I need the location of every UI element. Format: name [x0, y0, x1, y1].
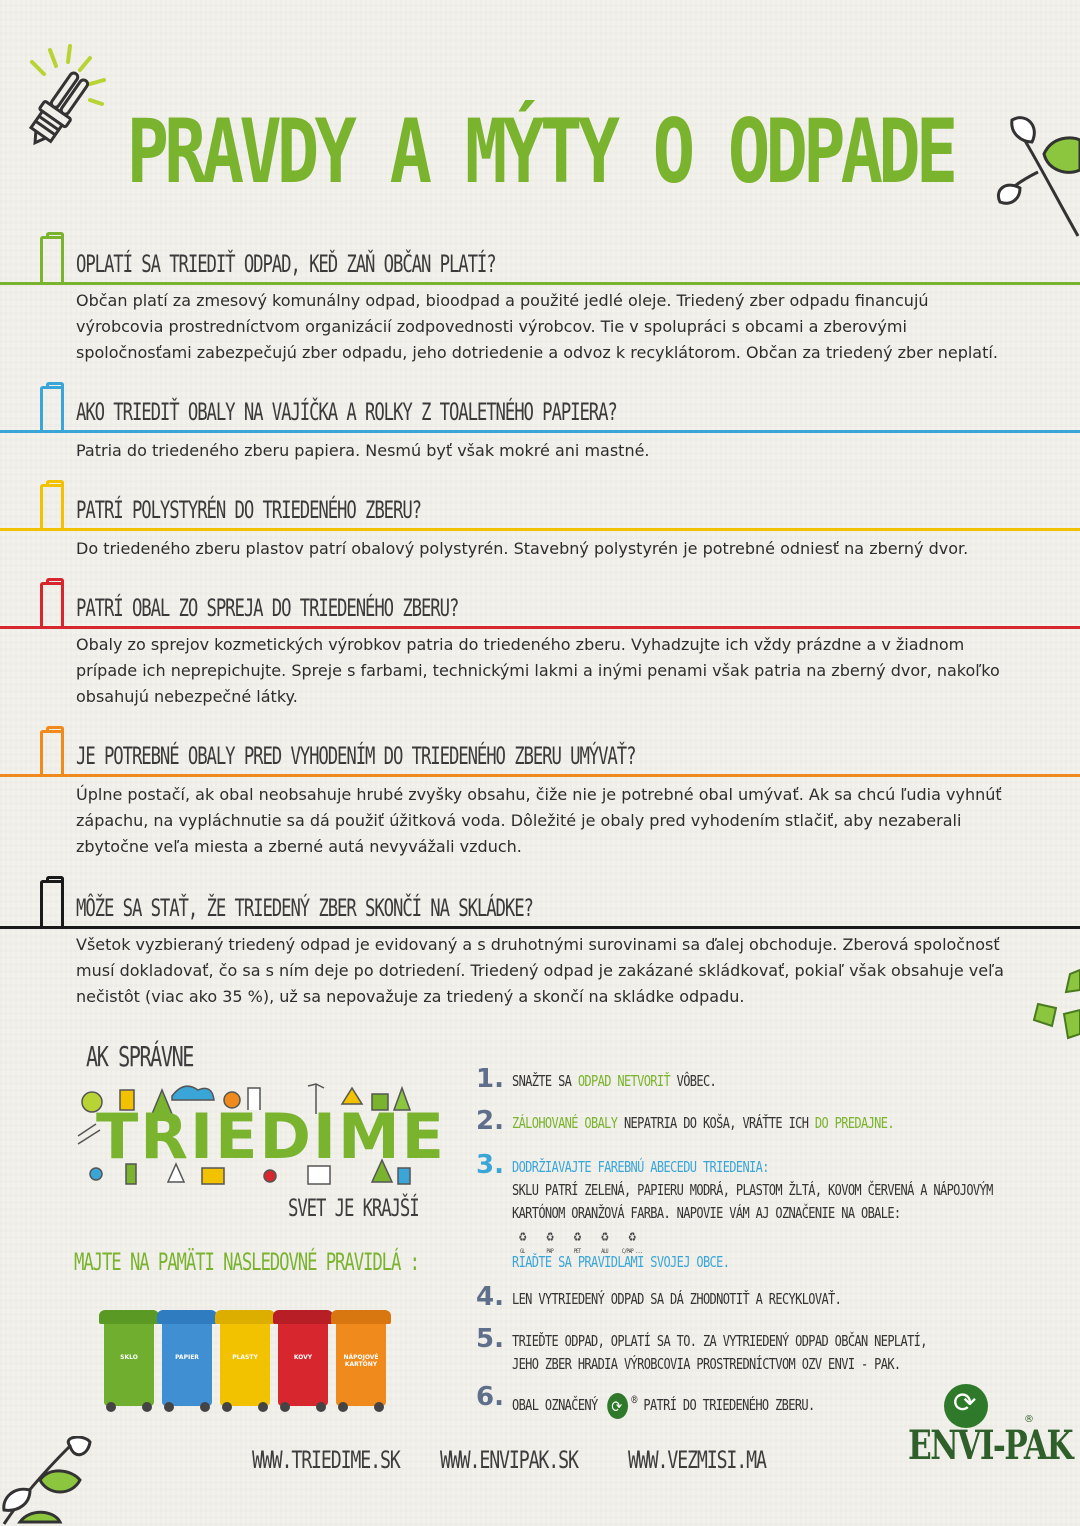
- section-tab-red: [40, 582, 64, 628]
- bin-body: [104, 1324, 154, 1406]
- recycle-code: GL: [520, 1248, 525, 1255]
- link-envipak[interactable]: WWW.ENVIPAK.SK: [440, 1446, 578, 1474]
- lightbulb-icon: [6, 40, 110, 164]
- page-title: PRAVDY A MÝTY O ODPADE: [126, 100, 954, 203]
- recycle-code: PET: [573, 1248, 581, 1255]
- recycle-code: ALU: [601, 1248, 608, 1255]
- section-heading: PATRÍ OBAL ZO SPREJA DO TRIEDENÉHO ZBERU?: [76, 594, 459, 622]
- registered-mark: ®: [631, 1392, 637, 1407]
- rule-text: [512, 1388, 815, 1419]
- bin-wheel: [280, 1402, 290, 1412]
- envipak-logo: [906, 1380, 1073, 1480]
- recycle-code: PAP: [546, 1248, 554, 1255]
- majte-na-pamati-label: MAJTE NA PAMÄTI NASLEDOVNÉ PRAVIDLÁ :: [74, 1248, 419, 1276]
- rule-line: JEHO ZBER HRADIA VÝROBCOVIA PROSTREDNÍCTVOM OZV ENVI - PAK.: [512, 1355, 901, 1373]
- section-tab-blue: [40, 386, 64, 432]
- section-body: Patria do triedeného zberu papiera. Nesmú byť však mokré ani mastné.: [76, 441, 650, 460]
- section-body: Úplne postačí, ak obal neobsahuje hrubé zvyšky obsahu, čiže nie je potrebné obal umývať. Ak sa chcú ľudia vyhnúť zápachu, na vypláchnutie sa dá použiť úžitková voda. Dôležité je obaly pred vyhodením stlačiť, aby nezaberali zbytočne veľa miesta a zberné autá nevyvážali vzduch.: [76, 785, 1002, 856]
- section-body: Občan platí za zmesový komunálny odpad, bioodpad a použité jedlé oleje. Triedený zber odpadu financujú výrobcovia prostredníctvom organizácií zodpovednosti výrobcov. Tie v spolupráci s obcami a zberovými spoločnosťami zabezpečujú zber odpadu, jeho dotriedenie a odvoz k recyklátorom. Občan za triedený zber neplatí.: [76, 291, 998, 362]
- recycle-icon: ♻: [546, 1226, 554, 1245]
- section-heading: MÔŽE SA STAŤ, ŽE TRIEDENÝ ZBER SKONČÍ NA SKLÁDKE?: [76, 894, 533, 922]
- rule-text-highlight: DO PREDAJNE.: [814, 1114, 894, 1132]
- section-heading: OPLATÍ SA TRIEDIŤ ODPAD, KEĎ ZAŇ OBČAN PLATÍ?: [76, 250, 496, 278]
- bin-body: [162, 1324, 212, 1406]
- rule-text-part: VÔBEC.: [670, 1072, 717, 1090]
- recycle-icon: ♻: [573, 1226, 581, 1245]
- rule-number: 1.: [476, 1064, 504, 1094]
- bin-wheel: [374, 1402, 384, 1412]
- rule-text: [512, 1330, 927, 1376]
- section-vajicka-rolky: [0, 386, 1080, 466]
- rule-text: [512, 1070, 716, 1093]
- section-line-yellow: [0, 528, 1080, 531]
- green-dot-icon: [607, 1393, 628, 1419]
- bin-body: [220, 1324, 270, 1406]
- ak-spravne-label: AK SPRÁVNE: [86, 1040, 193, 1073]
- rule-number: 3.: [476, 1150, 504, 1180]
- green-dot-arrows: ⟳: [611, 1396, 622, 1416]
- rule-text: LEN VYTRIEDENÝ ODPAD SA DÁ ZHODNOTIŤ A RECYKLOVAŤ.: [512, 1290, 842, 1308]
- section-spreje: [0, 582, 1080, 712]
- bin-wheel: [142, 1402, 152, 1412]
- bin-wheel: [222, 1402, 232, 1412]
- leaf-branch-icon: [0, 1436, 100, 1526]
- section-line-black: [0, 926, 1080, 929]
- section-body: Obaly zo sprejov kozmetických výrobkov patria do triedeného zberu. Vyhadzujte ich vždy prázdne a v žiadnom prípade ich neprepichujte. Spreje s farbami, technickými lakmi a inými penami však patria na zberný dvor, nakoľko obsahujú nebezpečné látky.: [76, 635, 1000, 706]
- rule-line: SKLU PATRÍ ZELENÁ, PAPIERU MODRÁ, PLASTOM ŽLTÁ, KOVOM ČERVENÁ A NÁPOJOVÝM: [512, 1181, 993, 1199]
- bin-kovy: [276, 1310, 330, 1412]
- section-tab-yellow: [40, 484, 64, 530]
- registered-mark: ®: [1024, 1414, 1034, 1425]
- bin-napojove-kartony: [334, 1310, 388, 1412]
- rule-text-highlight: ODPAD NETVORIŤ: [577, 1072, 671, 1090]
- rule-number: 6.: [476, 1382, 504, 1412]
- bin-lid: [99, 1310, 159, 1324]
- bin-sklo: [102, 1310, 156, 1412]
- bin-label: KOVY: [293, 1354, 313, 1361]
- recycle-icon: ♻: [518, 1226, 526, 1245]
- section-heading: JE POTREBNÉ OBALY PRED VYHODENÍM DO TRIEDENÉHO ZBERU UMÝVAŤ?: [76, 742, 636, 770]
- section-umyvanie: [0, 730, 1080, 860]
- bin-lid: [273, 1310, 333, 1324]
- bin-wheel: [164, 1402, 174, 1412]
- recycle-icon: ♻: [628, 1226, 636, 1245]
- link-triedime[interactable]: WWW.TRIEDIME.SK: [252, 1446, 400, 1474]
- rule-number: 5.: [476, 1324, 504, 1354]
- rule-text-part: SNAŽTE SA: [512, 1072, 578, 1090]
- section-line-blue: [0, 430, 1080, 433]
- bin-wheel: [338, 1402, 348, 1412]
- rule-line: KARTÓNOM ORANŽOVÁ FARBA. NAPOVIE VÁM AJ OZNAČENIE NA OBALE:: [512, 1204, 901, 1222]
- section-heading: AKO TRIEDIŤ OBALY NA VAJÍČKA A ROLKY Z TOALETNÉHO PAPIERA?: [76, 398, 617, 426]
- rule-text-part: OBAL OZNAČENÝ: [512, 1396, 598, 1414]
- recycling-symbols: [512, 1225, 993, 1255]
- section-polystyren: [0, 484, 1080, 564]
- bin-lid: [157, 1310, 217, 1324]
- section-skladka: [0, 880, 1080, 1010]
- rule-text: [512, 1112, 894, 1135]
- bin-wheel: [258, 1402, 268, 1412]
- recycle-arrows-icon: [1030, 968, 1080, 1044]
- recycle-icon: ♻: [601, 1226, 609, 1245]
- bin-label: NÁPOJOVÉ KARTÓNY: [343, 1354, 379, 1368]
- svet-je-krajsi-label: SVET JE KRAJŠÍ: [288, 1194, 419, 1222]
- bin-lid: [215, 1310, 275, 1324]
- section-triedenie-platba: [0, 236, 1080, 366]
- bin-wheel: [200, 1402, 210, 1412]
- bin-body: [278, 1324, 328, 1406]
- rule-number: 2.: [476, 1106, 504, 1136]
- bin-wheel: [316, 1402, 326, 1412]
- section-body: Všetok vyzbieraný triedený odpad je evidovaný a s druhotnými surovinami sa ďalej obchoduje. Zberová spoločnosť musí dokladovať, čo sa s ním deje po dotriedení. Triedený odpad je zakázané skládkovať, pokiaľ však obsahuje veľa nečistôt (viac ako 35 %), už sa nepovažuje za triedený a skončí na skládke odpadu.: [76, 935, 1004, 1006]
- bin-plasty: [218, 1310, 272, 1412]
- section-line-orange: [0, 774, 1080, 777]
- section-line-red: [0, 626, 1080, 629]
- rule-text-part: PATRÍ DO TRIEDENÉHO ZBERU.: [643, 1396, 815, 1414]
- rule-text-part: NEPATRIA DO KOŠA, VRÁŤTE ICH: [617, 1114, 815, 1132]
- bin-papier: [160, 1310, 214, 1412]
- link-vezmisi[interactable]: WWW.VEZMISI.MA: [628, 1446, 766, 1474]
- bin-label: SKLO: [120, 1354, 138, 1361]
- bin-wheel: [106, 1402, 116, 1412]
- triedime-wordmark: TRIEDIME: [96, 1100, 447, 1173]
- bin-lid: [331, 1310, 391, 1324]
- leaf-branch-icon: [992, 110, 1080, 240]
- rule-text: [512, 1156, 993, 1274]
- bin-label: PLASTY: [232, 1354, 258, 1361]
- rule-line: RIAĎTE SA PRAVIDLAMI SVOJEJ OBCE.: [512, 1253, 730, 1271]
- section-line-green: [0, 282, 1080, 285]
- section-tab-black: [40, 880, 64, 926]
- section-body: Do triedeného zberu plastov patrí obalový polystyrén. Stavebný polystyrén je potrebné odniesť na zberný dvor.: [76, 539, 969, 558]
- rule-line: TRIEĎTE ODPAD, OPLATÍ SA TO. ZA VYTRIEDENÝ ODPAD OBČAN NEPLATÍ,: [512, 1332, 927, 1350]
- rule-number: 4.: [476, 1282, 504, 1312]
- section-tab-green: [40, 236, 64, 282]
- recycle-code: C/PAP ...: [621, 1248, 643, 1255]
- green-dot-arrows: ⟳: [953, 1386, 977, 1419]
- rule-text-highlight: ZÁLOHOVANÉ OBALY: [512, 1114, 618, 1132]
- rule-line: DODRŽIAVAJTE FAREBNÚ ABECEDU TRIEDENIA:: [512, 1158, 769, 1176]
- section-heading: PATRÍ POLYSTYRÉN DO TRIEDENÉHO ZBERU?: [76, 496, 421, 524]
- envipak-wordmark: ENVI-PAK: [908, 1422, 1073, 1469]
- bin-label: PAPIER: [175, 1354, 199, 1361]
- section-tab-orange: [40, 730, 64, 776]
